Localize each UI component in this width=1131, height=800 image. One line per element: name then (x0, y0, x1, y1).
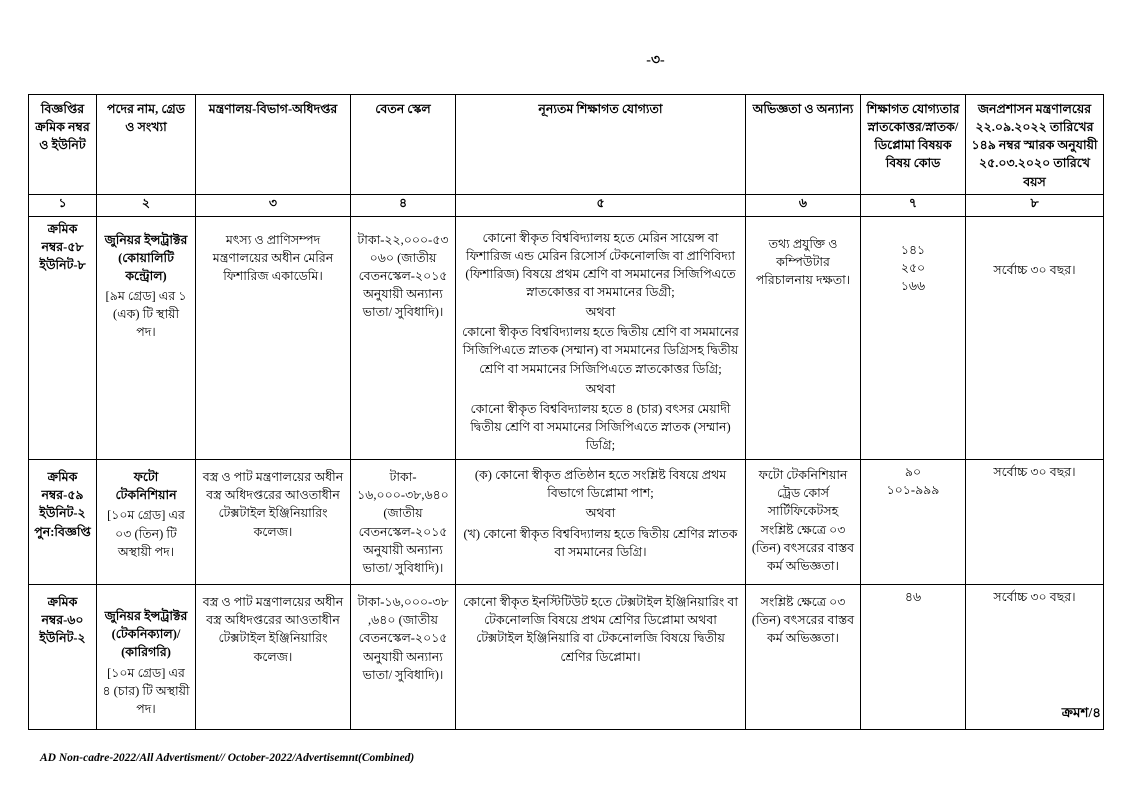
qualification-cell (456, 216, 746, 460)
table-row (29, 585, 1104, 730)
qualification-paragraph: কোনো স্বীকৃত বিশ্ববিদ্যালয় হতে দ্বিতীয় শ্রেণি বা সমমানের সিজিপিএতে স্নাতক (সম্মান) বা সমমানের ডিগ্রিসহ দ্বিতীয় শ্রেণি বা সমমানের সিজিপিএতে স্নাতকোত্তর ডিগ্রি; (462, 325, 739, 376)
column-number: ৬ (746, 194, 861, 216)
subject-code: ১৬৬ (900, 278, 926, 293)
subject-code: ৯০ (904, 465, 922, 480)
column-number: ৪ (351, 194, 456, 216)
subject-code-cell (861, 585, 966, 730)
pay-scale-cell: টাকা-২২,০০০-৫৩০৬০ (জাতীয় বেতনস্কেল-২০১৫ অনুযায়ী অন্যান্য ভাতা/ সুবিধাদি)। (351, 216, 456, 460)
subject-code: ২৫০ (900, 260, 926, 275)
qualification-paragraph: কোনো স্বীকৃত ইনস্টিটিউট হতে টেক্সটাইল ইঞ্জিনিয়ারিং বা টেকনোলজি বিষয়ে প্রথম শ্রেণির ডিপ্লোমা অথবা টেক্সটাইল ইঞ্জিনিয়ারি বা টেকনোলজি বিষয়ে দ্বিতীয় শ্রেণির ডিপ্লোমা। (463, 595, 738, 664)
serial-line: ক্রমিক নম্বর-৫৯ (41, 470, 84, 503)
qualification-paragraph: কোনো স্বীকৃত বিশ্ববিদ্যালয় হতে ৪ (চার) বৎসর মেয়াদী দ্বিতীয় শ্রেণি বা সমমানের সিজিপিএতে স্নাতক (সম্মান) ডিগ্রি; (470, 401, 731, 452)
header-qualification: নূন্যতম শিক্ষাগত যোগ্যতা (456, 95, 746, 195)
subject-code-cell (861, 216, 966, 460)
pay-scale-cell: টাকা- ১৬,০০০-৩৮,৬৪০ (জাতীয় বেতনস্কেল-২০১৫ অনুযায়ী অন্যান্য ভাতা/ সুবিধাদি)। (351, 460, 456, 585)
serial-cell (29, 460, 97, 585)
ministry-cell: বস্ত্র ও পাট মন্ত্রণালয়ের অধীন বস্ত্র অধিদপ্তরের আওতাধীন টেক্সটাইল ইঞ্জিনিয়ারিং কলেজ। (196, 460, 351, 585)
subject-code: ৪৬ (904, 590, 922, 605)
column-number: ৭ (861, 194, 966, 216)
column-number: ৩ (196, 194, 351, 216)
post-name: জুনিয়র ইন্সট্রাক্টর (কোয়ালিটি কন্ট্রোল) (104, 232, 188, 283)
column-number: ১ (29, 194, 97, 216)
post-name: জুনিয়র ইন্সট্রাক্টর (টেকনিক্যাল)/ (কারিগরি) (104, 609, 188, 660)
qualification-paragraph: (খ) কোনো স্বীকৃত বিশ্ববিদ্যালয় হতে দ্বিতীয় শ্রেণির স্নাতক বা সমমানের ডিগ্রি। (463, 526, 738, 559)
serial-line: ইউনিট-২ (39, 631, 86, 646)
serial-line: ইউনিট-২ (39, 506, 86, 521)
table-row (29, 216, 1104, 460)
pay-scale-cell: টাকা-১৬,০০০-৩৮,৬৪০ (জাতীয় বেতনস্কেল-২০১৫ অনুযায়ী অন্যান্য ভাতা/ সুবিধাদি)। (351, 585, 456, 730)
post-cell (97, 216, 196, 460)
column-number: ৫ (456, 194, 746, 216)
age-cell: সর্বোচ্চ ৩০ বছর। (966, 460, 1104, 585)
serial-line: ক্রমিক নম্বর-৬০ (41, 595, 84, 628)
footer-note: AD Non-cadre-2022/All Advertisment// October-2022/Advertisemnt(Combined) (40, 752, 415, 764)
serial-line: পুন:বিজ্ঞপ্তি (34, 524, 91, 539)
qualification-paragraph: কোনো স্বীকৃত বিশ্ববিদ্যালয় হতে মেরিন সায়েন্স বা ফিশারিজ এন্ড মেরিন রিসোর্স টেকনোলজি বা প্রাণিবিদ্যা (ফিশারিজ) বিষয়ে প্রথম শ্রেণি বা সমমানের সিজিপিএতে স্নাতকোত্তর বা সমমানের ডিগ্রী; (465, 230, 736, 299)
header-age: জনপ্রশাসন মন্ত্রণালয়ের ২২.০৯.২০২২ তারিখের ১৪৯ নম্বর স্মারক অনুযায়ী ২৫.০৩.২০২০ তারিখে বয়স (966, 95, 1104, 195)
header-pay-scale: বেতন স্কেল (351, 95, 456, 195)
post-cell (97, 585, 196, 730)
age-cell: সর্বোচ্চ ৩০ বছর। (966, 585, 1104, 730)
post-detail: [১০ম গ্রেড] এর ০৩ (তিন) টি অস্থায়ী পদ। (107, 508, 185, 559)
post-detail: [৯ম গ্রেড] এর ১ (এক) টি স্থায়ী পদ। (105, 289, 187, 340)
subject-code: ১০১-৯৯৯ (886, 483, 940, 498)
header-subject-code: শিক্ষাগত যোগ্যতার স্নাতকোত্তর/স্নাতক/ ডিপ্লোমা বিষয়ক বিষয় কোড (861, 95, 966, 195)
ministry-cell: বস্ত্র ও পাট মন্ত্রণালয়ের অধীন বস্ত্র অধিদপ্তরের আওতাধীন টেক্সটাইল ইঞ্জিনিয়ারিং কলেজ। (196, 585, 351, 730)
header-post: পদের নাম, গ্রেড ও সংখ্যা (97, 95, 196, 195)
qualification-or: অথবা (585, 381, 616, 396)
post-detail: [১০ম গ্রেড] এর ৪ (চার) টি অস্থায়ী পদ। (102, 665, 190, 716)
serial-line: ক্রমিক নম্বর-৫৮ (41, 221, 84, 254)
advert-table (28, 94, 1104, 730)
subject-code-cell (861, 460, 966, 585)
experience-cell: তথ্য প্রযুক্তি ও কম্পিউটার পরিচালনায় দক্ষতা। (746, 216, 861, 460)
post-name: ফটো টেকনিশিয়ান (115, 470, 177, 503)
column-number: ৮ (966, 194, 1104, 216)
column-number-row (29, 194, 1104, 216)
column-number: ২ (97, 194, 196, 216)
table-row (29, 460, 1104, 585)
ministry-cell: মৎস্য ও প্রাণিসম্পদ মন্ত্রণালয়ের অধীন মেরিন ফিশারিজ একাডেমি। (196, 216, 351, 460)
post-cell (97, 460, 196, 585)
age-cell: সর্বোচ্চ ৩০ বছর। (966, 216, 1104, 460)
qualification-cell (456, 460, 746, 585)
qualification-or: অথবা (585, 506, 616, 521)
header-experience: অভিজ্ঞতা ও অন্যান্য (746, 95, 861, 195)
experience-cell: সংশ্লিষ্ট ক্ষেত্রে ০৩ (তিন) বৎসরের বাস্তব কর্ম অভিজ্ঞতা। (746, 585, 861, 730)
experience-cell: ফটো টেকনিশিয়ান ট্রেড কোর্স সার্টিফিকেটসহ সংশ্লিষ্ট ক্ষেত্রে ০৩ (তিন) বৎসরের বাস্তব কর্ম অভিজ্ঞতা। (746, 460, 861, 585)
qualification-paragraph: (ক) কোনো স্বীকৃত প্রতিষ্ঠান হতে সংশ্লিষ্ট বিষয়ে প্রথম বিভাগে ডিপ্লোমা পাশ; (474, 468, 727, 501)
page-number: -৩- (646, 53, 665, 68)
serial-cell (29, 585, 97, 730)
header-ministry: মন্ত্রণালয়-বিভাগ-অধিদপ্তর (196, 95, 351, 195)
serial-line: ইউনিট-৮ (39, 257, 86, 272)
continuation-label: ক্রমশ/৪ (1061, 705, 1101, 720)
qualification-cell (456, 585, 746, 730)
header-row (29, 95, 1104, 195)
header-serial: বিজ্ঞপ্তির ক্রমিক নম্বর ও ইউনিট (29, 95, 97, 195)
qualification-or: অথবা (585, 305, 616, 320)
subject-code: ১৪১ (900, 242, 926, 257)
serial-cell (29, 216, 97, 460)
